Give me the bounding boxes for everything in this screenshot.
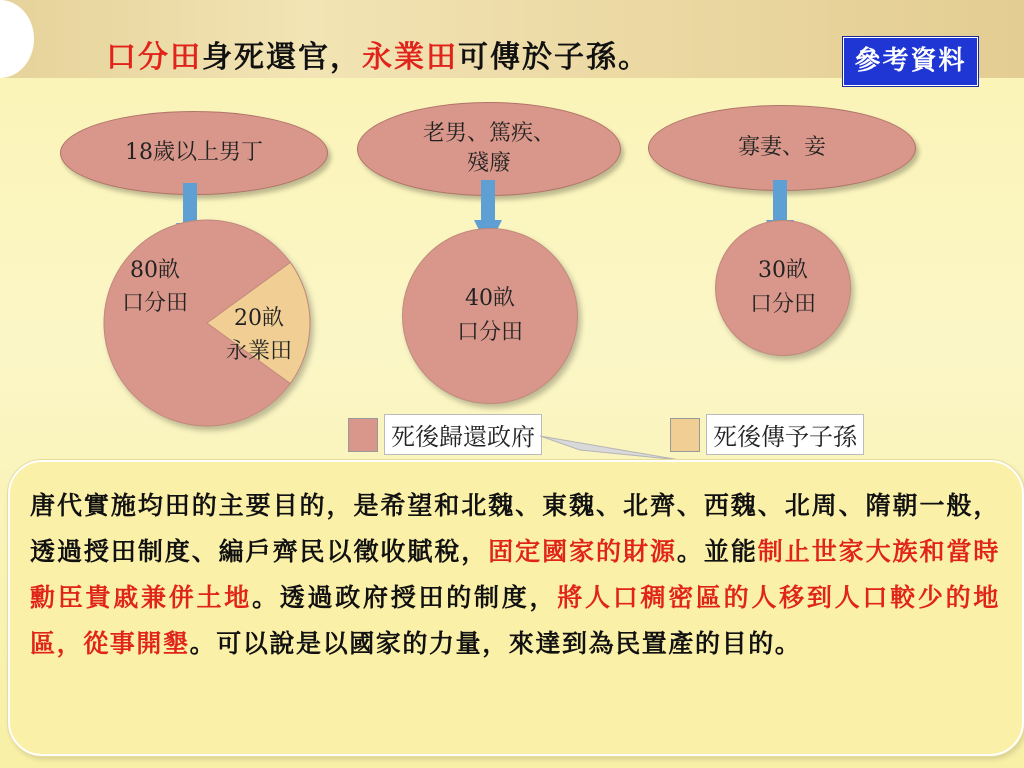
title-text-1: 身死還官，: [202, 40, 362, 75]
legend-label-inherit: 死後傳予子孫: [706, 414, 864, 455]
pie-label-kofen: 80畝 口分田: [121, 258, 188, 316]
pie-label-widow-type: 口分田: [749, 292, 816, 317]
pie-label-elderly-type: 口分田: [456, 320, 523, 345]
title-kofen-field: 口分田: [106, 40, 202, 75]
highlight-resettlement: 將人口稠密區的人移到人口較少的地區，從事開墾: [30, 583, 1000, 658]
legend-label-return: 死後歸還政府: [384, 414, 542, 455]
title-text-2: 可傳於子孫。: [458, 40, 650, 75]
reference-badge[interactable]: 參考資料: [843, 37, 978, 86]
category-label-elderly-2: 殘廢: [466, 151, 511, 176]
highlight-fiscal-source: 固定國家的財源: [488, 537, 677, 566]
highlight-land-annexation: 制止世家大族和當時勳臣貴戚兼併土地: [30, 537, 1001, 612]
pie-label-widow-amount: 30畝: [757, 257, 808, 283]
legend-swatch-return: [348, 418, 378, 452]
pie-label-yongye: 20畝 永業田: [225, 306, 292, 364]
explanation-paragraph: 唐代實施均田的主要目的，是希望和北魏、東魏、北齊、西魏、北周、隋朝一般，透過授田制度、編戶齊民以徵收賦稅，固定國家的財源。並能制止世家大族和當時勳臣貴戚兼併土地。透過政府授田的制度，將人口稠密區的人移到人口較少的地區，從事開墾。可以說是以國家的力量，來達到為民置產的目的。: [30, 491, 1001, 658]
legend-return-government: [348, 414, 542, 455]
legend-inherit-descendants: [670, 414, 864, 455]
category-label-elderly-1: 老男、篤疾、: [422, 121, 555, 147]
pie-chart-elderly-disabled: [402, 228, 578, 404]
pie-label-elderly-amount: 40畝: [464, 285, 515, 311]
title-yongye-field: 永業田: [362, 40, 458, 75]
category-label-widow: 寡妻、妾: [737, 135, 826, 161]
category-oval-widow-concubine: [648, 105, 916, 191]
page-title: [106, 32, 650, 76]
category-label-adult-male: 18歲以上男丁: [125, 140, 263, 166]
pie-chart-widow-concubine: [715, 220, 851, 356]
